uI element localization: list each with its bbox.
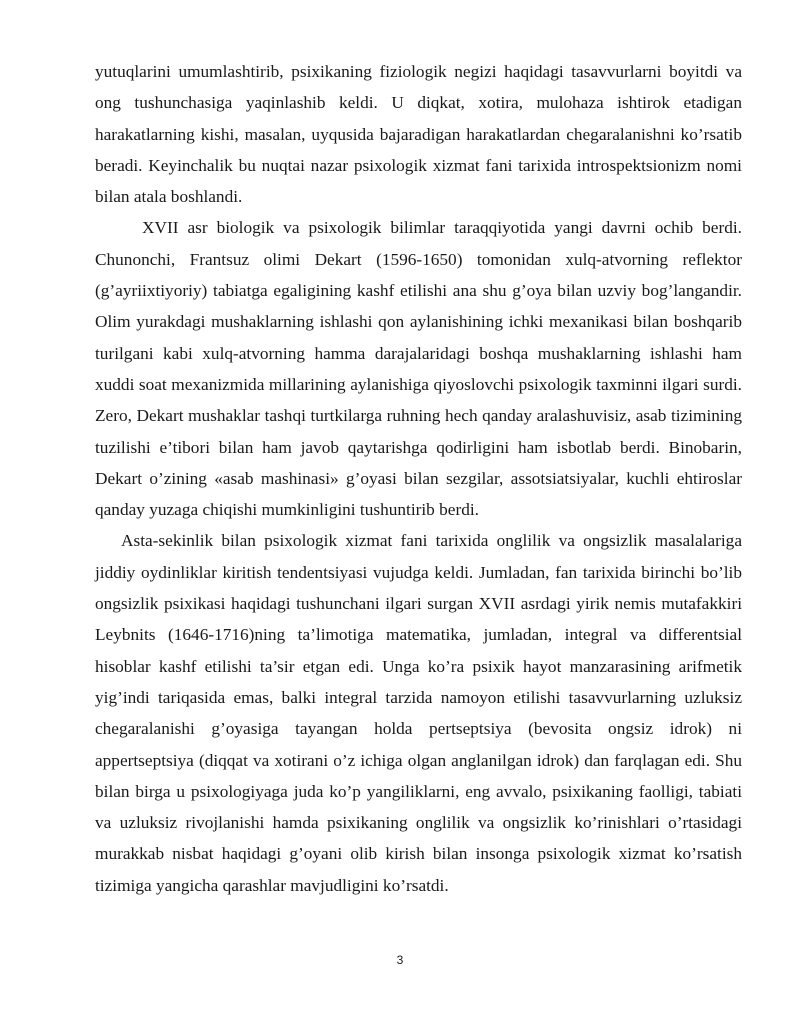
paragraph-leybnits: Asta-sekinlik bilan psixologik xizmat fani tarixida onglilik va ongsizlik masalalariga jiddiy oydinliklar kiritish tendentsiyasi vujudga keldi. Jumladan, fan tarixida birinchi bo’lib ongsizlik psixikasi haqidagi tushunchani ilgari surgan XVII asrdagi yirik nemis mutafakkiri Leybnits (1646-1716)ning ta’limotiga matematika, jumladan, integral va differentsial hisoblar kashf etilishi ta’sir etgan edi. Unga ko’ra psixik hayot manzarasining arifmetik yig’indi tariqasida emas, balki integral tarzida namoyon etilishi tasavvurlarning uzluksiz chegaralanishi g’oyasiga tayangan holda pertseptsiya (bevosita ongsiz idrok) ni appertseptsiya (diqqat va xotirani o’z ichiga olgan anglanilgan idrok) dan farqlagan edi. Shu bilan birga u psixologiyaga juda ko’p yangiliklarni, eng avvalo, psixikaning faolligi, tabiati va uzluksiz rivojlanishi hamda psixikaning onglilik va ongsizlik ko’rinishlari o’rtasidagi murakkab nisbat haqidagi g’oyani olib kirish bilan insonga psixologik xizmat ko’rsatish tizimiga yangicha qarashlar mavjudligini ko’rsatdi. <box>95 531 742 895</box>
paragraph-dekart: XVII asr biologik va psixologik bilimlar taraqqiyotida yangi davrni ochib berdi. Chunonchi, Frantsuz olimi Dekart (1596-1650) tomonidan xulq-atvorning reflektor (g’ayriixtiyoriy) tabiatga egaligining kashf etilishi ana shu g’oya bilan uzviy bog’langandir. Olim yurakdagi mushaklarning ishlashi qon aylanishining ichki mexanikasi bilan boshqarib turilgani kabi xulq-atvorning hamma darajalaridagi boshqa mushaklarning ishlashi ham xuddi soat mexanizmida millarining aylanishiga qiyoslovchi psixologik taxminni ilgari surdi. Zero, Dekart mushaklar tashqi turtkilarga ruhning hech qanday aralashuvisiz, asab tizimining tuzilishi e’tibori bilan ham javob qaytarishga qodirligini ham isbotlab berdi. Binobarin, Dekart o’zining «asab mashinasi» g’oyasi bilan sezgilar, assotsiatsiyalar, kuchli ehtiroslar qanday yuzaga chiqishi mumkinligini tushuntirib berdi. <box>95 218 742 520</box>
paragraph-continuation: yutuqlarini umumlashtirib, psixikaning fiziologik negizi haqidagi tasavvurlarni boyitdi va ong tushunchasiga yaqinlashib keldi. U diqkat, xotira, mulohaza ishtirok etadigan harakatlarning kishi, masalan, uyqusida bajaradigan harakatlardan chegaralanishni ko’rsatib beradi. Keyinchalik bu nuqtai nazar psixologik xizmat fani tarixida introspektsionizm nomi bilan atala boshlandi. <box>95 62 742 207</box>
body-text <box>95 56 742 901</box>
page-number: 3 <box>396 953 404 967</box>
